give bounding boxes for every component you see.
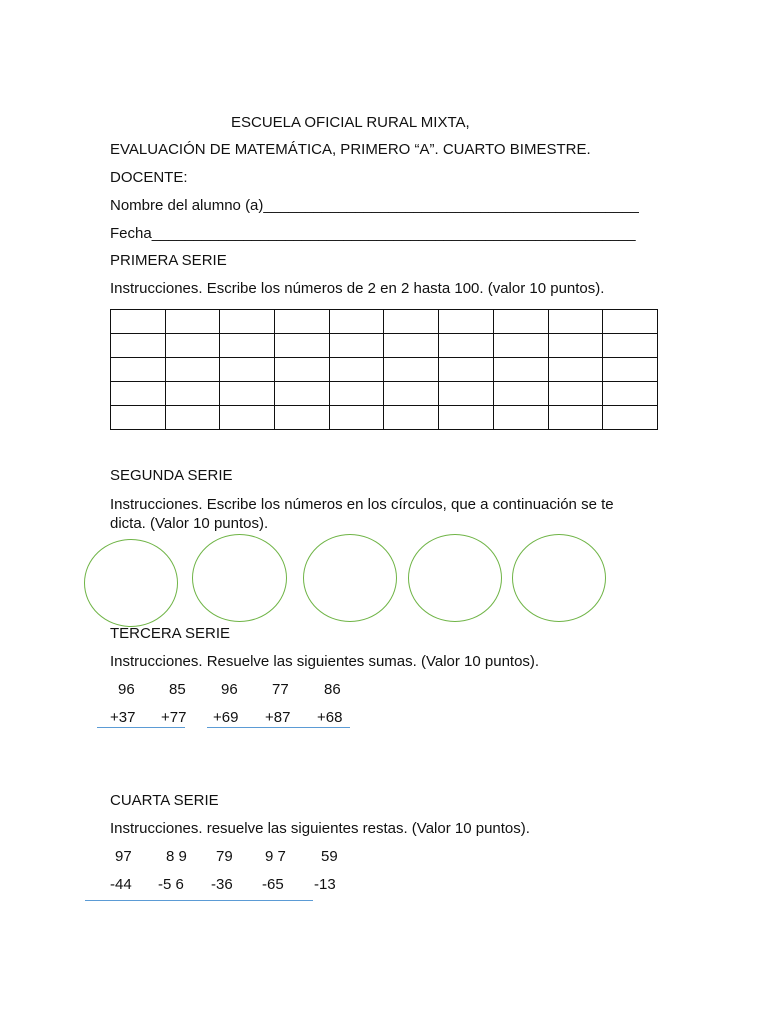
- serie4-title: CUARTA SERIE: [110, 792, 219, 809]
- grid-cell[interactable]: [329, 406, 384, 430]
- addition-top-number: 85: [169, 681, 186, 698]
- grid-cell[interactable]: [275, 382, 330, 406]
- addition-underline: [97, 727, 185, 728]
- subtraction-bottom-number: -5 6: [158, 876, 184, 893]
- grid-row: [111, 358, 658, 382]
- grid-cell[interactable]: [548, 382, 603, 406]
- answer-circle: [84, 539, 178, 627]
- subtraction-top-number: 97: [115, 848, 132, 865]
- grid-cell[interactable]: [165, 334, 220, 358]
- grid-cell[interactable]: [493, 382, 548, 406]
- grid-cell[interactable]: [275, 310, 330, 334]
- addition-bottom-number: +68: [317, 709, 343, 726]
- grid-cell[interactable]: [275, 334, 330, 358]
- grid-cell[interactable]: [493, 358, 548, 382]
- grid-cell[interactable]: [111, 310, 166, 334]
- grid-cell[interactable]: [439, 358, 494, 382]
- addition-top-number: 86: [324, 681, 341, 698]
- grid-cell[interactable]: [439, 382, 494, 406]
- grid-cell[interactable]: [165, 406, 220, 430]
- grid-cell[interactable]: [275, 406, 330, 430]
- grid-row: [111, 406, 658, 430]
- answer-circle: [192, 534, 287, 622]
- grid-cell[interactable]: [165, 310, 220, 334]
- subtraction-bottom-number: -65: [262, 876, 284, 893]
- teacher-label: DOCENTE:: [110, 169, 188, 186]
- answer-circle: [408, 534, 502, 622]
- serie2-title: SEGUNDA SERIE: [110, 467, 233, 484]
- subtraction-top-number: 59: [321, 848, 338, 865]
- addition-bottom-number: +77: [161, 709, 187, 726]
- grid-cell[interactable]: [111, 406, 166, 430]
- grid-cell[interactable]: [329, 358, 384, 382]
- grid-cell[interactable]: [493, 310, 548, 334]
- grid-cell[interactable]: [165, 358, 220, 382]
- grid-cell[interactable]: [603, 382, 658, 406]
- subtraction-top-number: 9 7: [265, 848, 286, 865]
- serie1-title: PRIMERA SERIE: [110, 252, 227, 269]
- grid-cell[interactable]: [384, 334, 439, 358]
- subtraction-bottom-number: -36: [211, 876, 233, 893]
- grid-cell[interactable]: [384, 310, 439, 334]
- grid-cell[interactable]: [329, 382, 384, 406]
- grid-cell[interactable]: [384, 406, 439, 430]
- grid-cell[interactable]: [275, 358, 330, 382]
- addition-top-number: 96: [221, 681, 238, 698]
- grid-cell[interactable]: [220, 310, 275, 334]
- grid-row: [111, 382, 658, 406]
- serie4-instructions: Instrucciones. resuelve las siguientes restas. (Valor 10 puntos).: [110, 820, 530, 837]
- grid-cell[interactable]: [111, 358, 166, 382]
- addition-bottom-number: +37: [110, 709, 136, 726]
- grid-cell[interactable]: [111, 334, 166, 358]
- answer-circle: [512, 534, 606, 622]
- addition-bottom-number: +87: [265, 709, 291, 726]
- grid-cell[interactable]: [329, 334, 384, 358]
- addition-top-number: 96: [118, 681, 135, 698]
- grid-cell[interactable]: [220, 406, 275, 430]
- serie3-instructions: Instrucciones. Resuelve las siguientes sumas. (Valor 10 puntos).: [110, 653, 540, 670]
- grid-row: [111, 334, 658, 358]
- number-grid: [110, 309, 658, 430]
- subtraction-bottom-number: -44: [110, 876, 132, 893]
- grid-cell[interactable]: [493, 334, 548, 358]
- grid-cell[interactable]: [220, 358, 275, 382]
- grid-cell[interactable]: [111, 382, 166, 406]
- school-title: ESCUELA OFICIAL RURAL MIXTA,: [231, 114, 470, 131]
- serie2-instructions: Instrucciones. Escribe los números en los círculos, que a continuación se te dicta. (Valor 10 puntos).: [110, 496, 614, 532]
- addition-bottom-number: +69: [213, 709, 239, 726]
- answer-circle: [303, 534, 397, 622]
- addition-top-number: 77: [272, 681, 289, 698]
- grid-cell[interactable]: [220, 382, 275, 406]
- grid-cell[interactable]: [603, 358, 658, 382]
- student-name-line: Nombre del alumno (a)_____________________________________________: [110, 197, 639, 214]
- grid-cell[interactable]: [439, 406, 494, 430]
- addition-underline: [207, 727, 350, 728]
- grid-cell[interactable]: [439, 310, 494, 334]
- serie3-title: TERCERA SERIE: [110, 625, 231, 642]
- subtraction-bottom-number: -13: [314, 876, 336, 893]
- date-line: Fecha__________________________________________________________: [110, 225, 636, 242]
- grid-cell[interactable]: [548, 358, 603, 382]
- grid-cell[interactable]: [603, 334, 658, 358]
- subtraction-top-number: 79: [216, 848, 233, 865]
- grid-cell[interactable]: [329, 310, 384, 334]
- grid-cell[interactable]: [603, 406, 658, 430]
- subtraction-top-number: 8 9: [166, 848, 187, 865]
- evaluation-title: EVALUACIÓN DE MATEMÁTICA, PRIMERO “A”. CUARTO BIMESTRE.: [110, 141, 591, 158]
- grid-cell[interactable]: [548, 310, 603, 334]
- grid-cell[interactable]: [548, 334, 603, 358]
- subtraction-underline: [85, 900, 313, 901]
- grid-cell[interactable]: [165, 382, 220, 406]
- grid-cell[interactable]: [603, 310, 658, 334]
- grid-cell[interactable]: [384, 358, 439, 382]
- grid-cell[interactable]: [439, 334, 494, 358]
- grid-cell[interactable]: [220, 334, 275, 358]
- serie1-instructions: Instrucciones. Escribe los números de 2 en 2 hasta 100. (valor 10 puntos).: [110, 280, 605, 297]
- grid-cell[interactable]: [548, 406, 603, 430]
- grid-cell[interactable]: [384, 382, 439, 406]
- grid-row: [111, 310, 658, 334]
- grid-cell[interactable]: [493, 406, 548, 430]
